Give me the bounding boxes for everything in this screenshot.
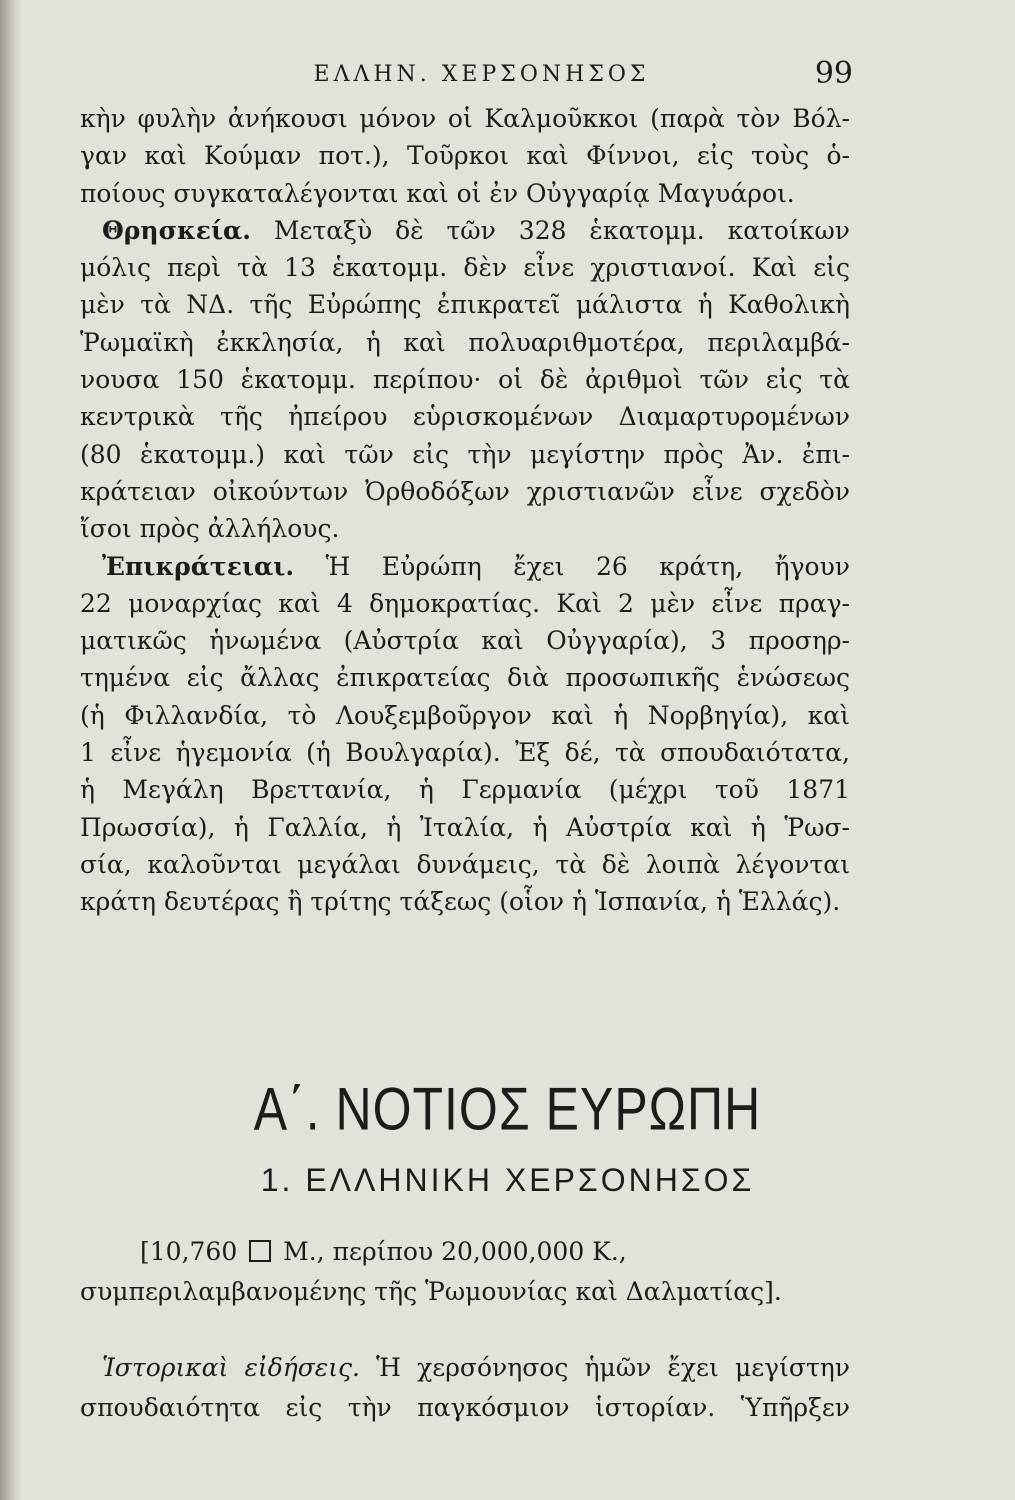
- text-line: 22 μοναρχίας καὶ 4 δημοκρατίας. Καὶ 2 μὲν εἶνε πραγ-: [80, 588, 850, 618]
- text-line: Ῥωμαϊκὴ ἐκκλησία, ἡ καὶ πολυαριθμοτέρα, περιλαμβά-: [80, 327, 850, 357]
- text-line: ἴσοι πρὸς ἀλλήλους.: [80, 514, 340, 544]
- text-line: (ἡ Φιλλανδία, τὸ Λουξεμβοῦργον καὶ ἡ Νορβηγία), καὶ: [80, 700, 850, 730]
- history-heading: Ἱστορικαὶ εἰδήσεις.: [102, 1353, 360, 1382]
- text-line: μόλις περὶ τὰ 13 ἑκατομμ. δὲν εἶνε χριστιανοί. Καὶ εἰς: [80, 253, 850, 283]
- area-line: [80, 1232, 850, 1272]
- states-heading: Ἐπικράτειαι.: [102, 551, 295, 581]
- text-line: (80 ἑκατομμ.) καὶ τῶν εἰς τὴν μεγίστην πρὸς Ἀν. ἐπι-: [80, 439, 850, 469]
- page-gutter-shadow: [0, 0, 22, 1500]
- running-title: ΕΛΛΗΝ. ΧΕΡΣΟΝΗΣΟΣ: [313, 62, 650, 87]
- history-first-line: [80, 1348, 850, 1388]
- text-line: κράτειαν οἰκούντων Ὀρθοδόξων χριστιανῶν εἶνε σχεδὸν: [80, 476, 850, 506]
- text-line: σία, καλοῦνται μεγάλαι δυνάμεις, τὰ δὲ λοιπὰ λέγονται: [80, 849, 850, 879]
- text-line: Ἡ Εὐρώπη ἔχει 26 κράτη, ἤγουν: [325, 551, 850, 581]
- text-line: κὴν φυλὴν ἀνήκουσι μόνον οἱ Καλμοῦκκοι (παρὰ τὸν Βόλ-: [80, 104, 850, 133]
- states-first-line: [80, 548, 850, 585]
- text-line: μὲν τὰ ΝΔ. τῆς Εὐρώπης ἐπικρατεῖ μάλιστα ἡ Καθολικὴ: [80, 290, 850, 320]
- text-line: κεντρικὰ τῆς ἠπείρου εὑρισκομένων Διαμαρτυρομένων: [80, 402, 850, 432]
- text-line: ποίους συγκαταλέγονται καὶ οἱ ἐν Οὐγγαρίᾳ Μαγυάροι.: [80, 178, 795, 208]
- area-value: [10,760: [140, 1237, 238, 1266]
- text-line: Ἡ χερσόνησος ἡμῶν ἔχει μεγίστην: [376, 1353, 850, 1382]
- text-line: νουσα 150 ἑκατομμ. περίπου· οἱ δὲ ἀριθμοὶ τῶν εἰς τὰ: [80, 365, 850, 395]
- square-icon: [249, 1240, 271, 1262]
- text-line: ματικῶς ἡνωμένα (Αὐστρία καὶ Οὐγγαρία), 3 προσηρ-: [80, 626, 850, 656]
- text-line: ἡ Μεγάλη Βρεττανία, ἡ Γερμανία (μέχρι τοῦ 1871: [80, 775, 850, 805]
- text-line: γαν καὶ Κούμαν ποτ.), Τοῦρκοι καὶ Φίννοι, εἰς τοὺς ὁ-: [80, 141, 850, 171]
- text-line: σπουδαιότητα εἰς τὴν παγκόσμιον ἱστορίαν. Ὑπῆρξεν: [80, 1393, 850, 1422]
- text-line: Πρωσσία), ἡ Γαλλία, ἡ Ἰταλία, ἡ Αὐστρία καὶ ἡ Ῥωσ-: [80, 812, 850, 842]
- area-note: [80, 1232, 850, 1312]
- section-subtitle: 1. ΕΛΛΗΝΙΚΗ ΧΕΡΣΟΝΗΣΟΣ: [260, 1162, 755, 1198]
- religion-first-line: [80, 212, 850, 249]
- page-number: 99: [814, 56, 853, 91]
- history-paragraph: [80, 1348, 850, 1428]
- area-line-2: συμπεριλαμβανομένης τῆς Ῥωμουνίας καὶ Δαλματίας].: [80, 1277, 782, 1306]
- body-text: [80, 100, 850, 921]
- text-line: 1 εἶνε ἡγεμονία (ἡ Βουλγαρία). Ἐξ δέ, τὰ σπουδαιότατα,: [80, 738, 850, 768]
- religion-heading: Θρησκεία.: [102, 215, 251, 245]
- text-line: τημένα εἰς ἄλλας ἐπικρατείας διὰ προσωπικῆς ἑνώσεως: [80, 663, 850, 693]
- text-line: κράτη δευτέρας ἢ τρίτης τάξεως (οἷον ἡ Ἱσπανία, ἡ Ἑλλάς).: [80, 887, 841, 917]
- section-title: Α΄. ΝΟΤΙΟΣ ΕΥΡΩΠΗ: [253, 1075, 762, 1143]
- text-line: Μεταξὺ δὲ τῶν 328 ἑκατομμ. κατοίκων: [273, 215, 850, 245]
- area-population: Μ., περίπου 20,000,000 Κ.,: [283, 1237, 627, 1266]
